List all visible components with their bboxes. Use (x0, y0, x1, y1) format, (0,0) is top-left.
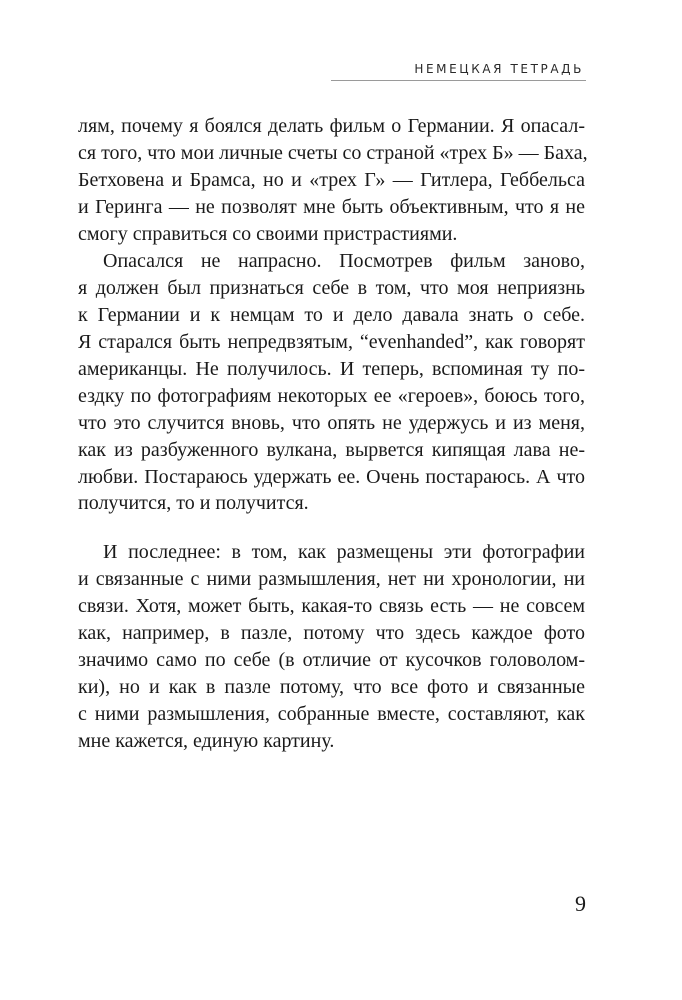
text-line: любви. Постараюсь удержать ее. Очень постараюсь. А что (78, 465, 585, 488)
running-head: НЕМЕЦКАЯ ТЕТРАДЬ (414, 62, 584, 76)
text-line: лям, почему я боялся делать фильм о Германии. Я опасал- (78, 115, 585, 137)
text-line: связи. Хотя, может быть, какая-то связь есть — не совсем (78, 595, 585, 618)
paragraph-1 (78, 113, 588, 247)
text-line: значимо само по себе (в отличие от кусочков головолом- (78, 648, 585, 671)
paragraph-2 (78, 248, 585, 517)
text-line: как из разбуженного вулкана, вырвется кипящая лава не- (78, 438, 585, 461)
text-line: американцы. Не получилось. И теперь, вспоминая ту по- (78, 358, 585, 381)
text-line: И последнее: в том, как размещены эти фотографии (103, 541, 585, 564)
text-line: Бетховена и Брамса, но и «трех Г» — Гитлера, Геббельса (78, 168, 585, 191)
text-line: и связанные с ними размышления, нет ни хронологии, ни (78, 568, 585, 591)
header-rule (331, 80, 586, 81)
text-line: что это случится вновь, что опять не удержусь и из меня, (78, 411, 585, 434)
paragraph-3 (78, 539, 585, 754)
body-text (78, 113, 588, 754)
text-line: с ними размышления, собранные вместе, составляют, как (78, 702, 585, 725)
text-line: ся того, что мои личные счеты со страной «трех Б» — Баха, (78, 141, 588, 164)
text-line: Я старался быть непредвзятым, “evenhanded”, как говорят (78, 331, 585, 354)
text-line: к Германии и к немцам то и дело давала знать о себе. (78, 304, 585, 327)
text-line: ки), но и как в пазле потому, что все фото и связанные (78, 675, 585, 698)
text-line: получится, то и получится. (78, 492, 309, 515)
text-line: как, например, в пазле, потому что здесь каждое фото (78, 622, 585, 645)
page-number: 9 (575, 891, 586, 916)
text-line: и Геринга — не позволят мне быть объективным, что я не (78, 195, 585, 218)
text-line: смогу справиться со своими пристрастиями. (78, 222, 458, 245)
text-line: я должен был признаться себе в том, что моя неприязнь (78, 277, 585, 300)
text-line: Опасался не напрасно. Посмотрев фильм заново, (103, 250, 585, 273)
text-line: мне кажется, единую картину. (78, 729, 335, 752)
text-line: ездку по фотографиям некоторых ее «героев», боюсь того, (78, 384, 585, 407)
